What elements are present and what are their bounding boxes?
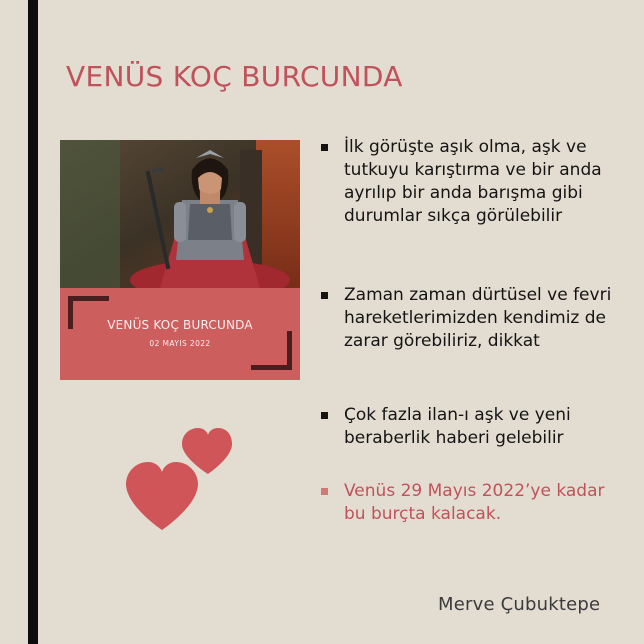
- bullet-square-icon: [321, 144, 328, 151]
- list-item-text: İlk görüşte aşık olma, aşk ve tutkuyu karıştırma ve bir anda ayrılıp bir anda barışma gibi durumlar sıkça görülebilir: [344, 137, 602, 226]
- page-title: VENÜS KOÇ BURCUNDA: [66, 60, 403, 93]
- feature-card: [60, 140, 300, 380]
- list-item: [318, 284, 618, 353]
- left-accent-bar: [28, 0, 38, 644]
- card-title: VENÜS KOÇ BURCUNDA: [107, 318, 253, 332]
- list-item: [318, 404, 618, 450]
- hearts-decoration: [124, 428, 234, 536]
- bullet-square-icon: [321, 488, 328, 495]
- card-caption-band: [60, 288, 300, 380]
- bullet-square-icon: [321, 412, 328, 419]
- corner-bracket: [251, 331, 292, 370]
- warrior-illustration: [60, 140, 300, 288]
- list-item-highlight: [318, 480, 618, 526]
- author-signature: Merve Çubuktepe: [438, 594, 601, 615]
- list-item-text: Venüs 29 Mayıs 2022’ye kadar bu burçta kalacak.: [344, 481, 605, 524]
- bullet-square-icon: [321, 292, 328, 299]
- list-item-text: Zaman zaman dürtüsel ve fevri hareketlerimizden kendimiz de zarar görebiliriz, dikkat: [344, 285, 612, 351]
- list-item: [318, 136, 618, 228]
- heart-icon: [126, 462, 198, 530]
- card-date: 02 MAYIS 2022: [149, 339, 211, 348]
- list-item-text: Çok fazla ilan-ı aşk ve yeni beraberlik haberi gelebilir: [344, 405, 571, 448]
